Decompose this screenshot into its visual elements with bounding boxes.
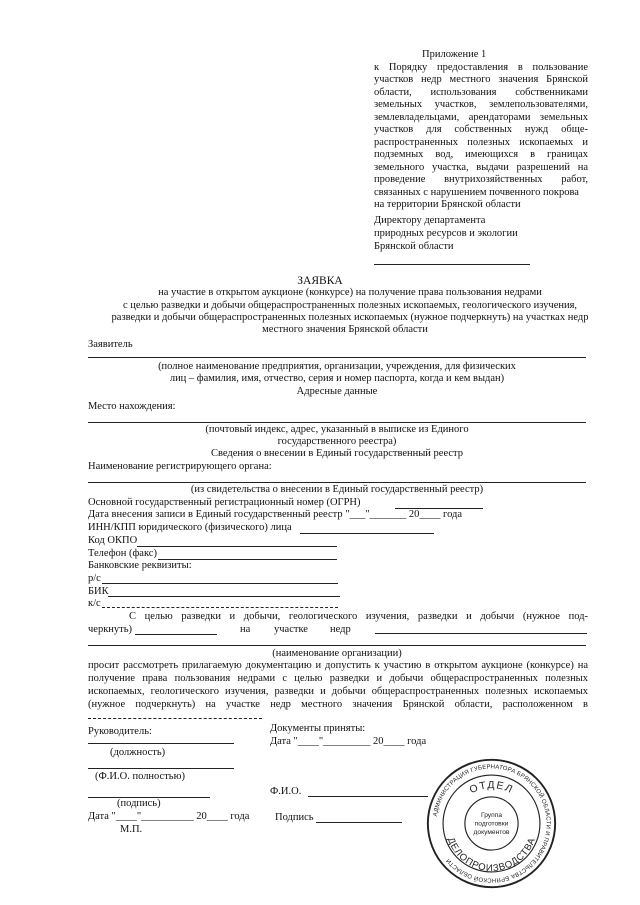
date-label: Дата "____"__________ 20____ года (88, 811, 250, 822)
reg-org-label: Наименование регистрирующего органа: (88, 461, 272, 472)
phone-label: Телефон (факс) (88, 548, 157, 559)
request-line-3: ископаемых, геологического изучения, разведки и добычи общераспространенных полезных ископаемых (88, 686, 588, 697)
org-field-line[interactable] (88, 645, 586, 646)
head-label: Руководитель: (88, 726, 152, 737)
stamp-bottom-text: ДЕЛОПРОИЗВОДСТВА (444, 835, 539, 875)
sign-label: Подпись (275, 812, 314, 823)
bank-label: Банковские реквизиты: (88, 560, 192, 571)
inn-label: ИНН/КПП юридического (физического) лица (88, 522, 292, 533)
request-line-2: получение права пользования недрами с целью разведки и добычи общераспространенных полезных (88, 673, 588, 684)
purpose-field-line-1[interactable] (135, 634, 217, 635)
appendix-line: области, использования собственниками (374, 87, 588, 98)
fio-full-hint: (Ф.И.О. полностью) (95, 771, 185, 782)
applicant-hint-2: лиц – фамилия, имя, отчество, серия и номер паспорта, когда и кем выдан) (169, 373, 505, 384)
official-stamp (425, 757, 558, 890)
appendix-line: проведение внутрихозяйственных работ, (374, 174, 588, 185)
mp-label: М.П. (120, 824, 143, 835)
sign-field-line[interactable] (316, 822, 402, 823)
org-hint: (наименование организации) (272, 648, 402, 659)
appendix-line: земельных участков, землепользователями, (374, 99, 588, 110)
purpose-word-4: недр (330, 624, 351, 635)
location-label: Место нахождения: (88, 401, 176, 412)
appendix-line: связанных с нарушением почвенного покрова (374, 187, 579, 198)
postal-hint-2: государственного реестра) (277, 436, 397, 447)
okpo-label: Код ОКПО (88, 535, 138, 546)
applicant-field-line[interactable] (88, 357, 586, 358)
docs-accepted-label: Документы приняты: (270, 723, 366, 734)
addressee-line-2: природных ресурсов и экологии (374, 228, 518, 239)
docs-date-label: Дата "____"_________ 20____ года (270, 736, 427, 747)
appendix-title: Приложение 1 (422, 49, 487, 60)
applicant-label: Заявитель (88, 339, 133, 350)
stamp-ring-text: АДМИНИСТРАЦИЯ ГУБЕРНАТОРА БРЯНСКОЙ ОБЛАСТИ И ПРАВИТЕЛЬСТВА БРЯНСКОЙ ОБЛАСТИ (432, 764, 551, 883)
postal-hint-1: (почтовый индекс, адрес, указанный в выписке из Единого (205, 424, 469, 435)
appendix-line: к Порядку предоставления в пользование (374, 62, 588, 73)
reg-org-field-line[interactable] (88, 482, 586, 483)
request-line-1: просит рассмотреть прилагаемую документацию и допустить к участию в открытом аукционе (конкурсе) на (88, 660, 588, 671)
purpose-word-3: участке (274, 624, 308, 635)
request-line-4: (нужное подчеркнуть) на участке недр местного значения Брянской области, расположенном в (88, 699, 588, 710)
document-title: ЗАЯВКА (297, 275, 343, 287)
signature-hint: (подпись) (117, 798, 161, 809)
stamp-center-2: подготовки (474, 820, 509, 828)
purpose-field-line-2[interactable] (375, 633, 587, 634)
appendix-line: земельного участка, выдачи разрешений на (374, 162, 588, 173)
fio-field-line[interactable] (308, 796, 428, 797)
date-entry-label: Дата внесения записи в Единый государственный реестр "___"_______ 20____ года (88, 509, 463, 520)
position-field-line[interactable] (88, 743, 234, 744)
purpose-line-1: С целью разведки и добычи, геологического изучения, разведки и добычи (нужное под- (129, 611, 588, 622)
appendix-line: участков для собственных нужд обще- (374, 124, 588, 135)
ks-label: к/с (88, 598, 101, 609)
appendix-line: распространенных полезных ископаемых и (374, 137, 588, 148)
address-heading: Адресные данные (296, 386, 378, 397)
bik-field-line[interactable] (108, 596, 340, 597)
appendix-line: на территории Брянской области (374, 199, 521, 210)
subtitle-line-1: на участие в открытом аукционе (конкурсе) на получение права пользования недрами (158, 287, 542, 298)
rs-label: р/с (88, 573, 101, 584)
addressee-line-3: Брянской области (374, 241, 454, 252)
location-detail-line[interactable] (88, 718, 262, 719)
subtitle-line-4: местного значения Брянской области (262, 324, 428, 335)
okpo-field-line[interactable] (137, 546, 337, 547)
location-field-line[interactable] (88, 422, 586, 423)
rs-field-line[interactable] (102, 583, 338, 584)
applicant-hint-1: (полное наименование предприятия, организации, учреждения, для физических (158, 361, 516, 372)
addressee-signature-line (374, 264, 530, 265)
position-hint: (должность) (110, 747, 166, 758)
ogrn-label: Основной государственный регистрационный номер (ОГРН) (88, 497, 361, 508)
subtitle-line-2: с целью разведки и добычи общераспространенных полезных ископаемых, геологического изучения, (122, 300, 578, 311)
fio-full-field-line[interactable] (88, 768, 234, 769)
reg-hint: (из свидетельства о внесении в Единый государственный реестр) (190, 484, 484, 495)
subtitle-line-3: разведки и добычи общераспространенных полезных ископаемых (нужное подчеркнуть) на участках недр (111, 312, 589, 323)
bik-label: БИК (88, 586, 109, 597)
stamp-center-1: Группа (480, 811, 503, 819)
stamp-top-text: ОТДЕЛ (468, 780, 516, 797)
inn-field-line[interactable] (300, 533, 434, 534)
appendix-line: участков недр местного значения Брянской (374, 74, 588, 85)
purpose-word-2: на (240, 624, 251, 635)
appendix-line: землевладельцами, арендаторами земельных (374, 112, 588, 123)
appendix-line: подземных вод, имеющихся в границах (374, 149, 588, 160)
ks-field-line[interactable] (102, 607, 338, 608)
purpose-word-1: черкнуть) (88, 624, 133, 635)
fio-label: Ф.И.О. (270, 786, 302, 797)
svg-text:ОТДЕЛ (468, 780, 515, 796)
addressee-line-1: Директору департамента (374, 215, 486, 226)
stamp-center-3: документов (473, 828, 510, 836)
registry-heading: Сведения о внесении в Единый государственный реестр (210, 448, 464, 459)
